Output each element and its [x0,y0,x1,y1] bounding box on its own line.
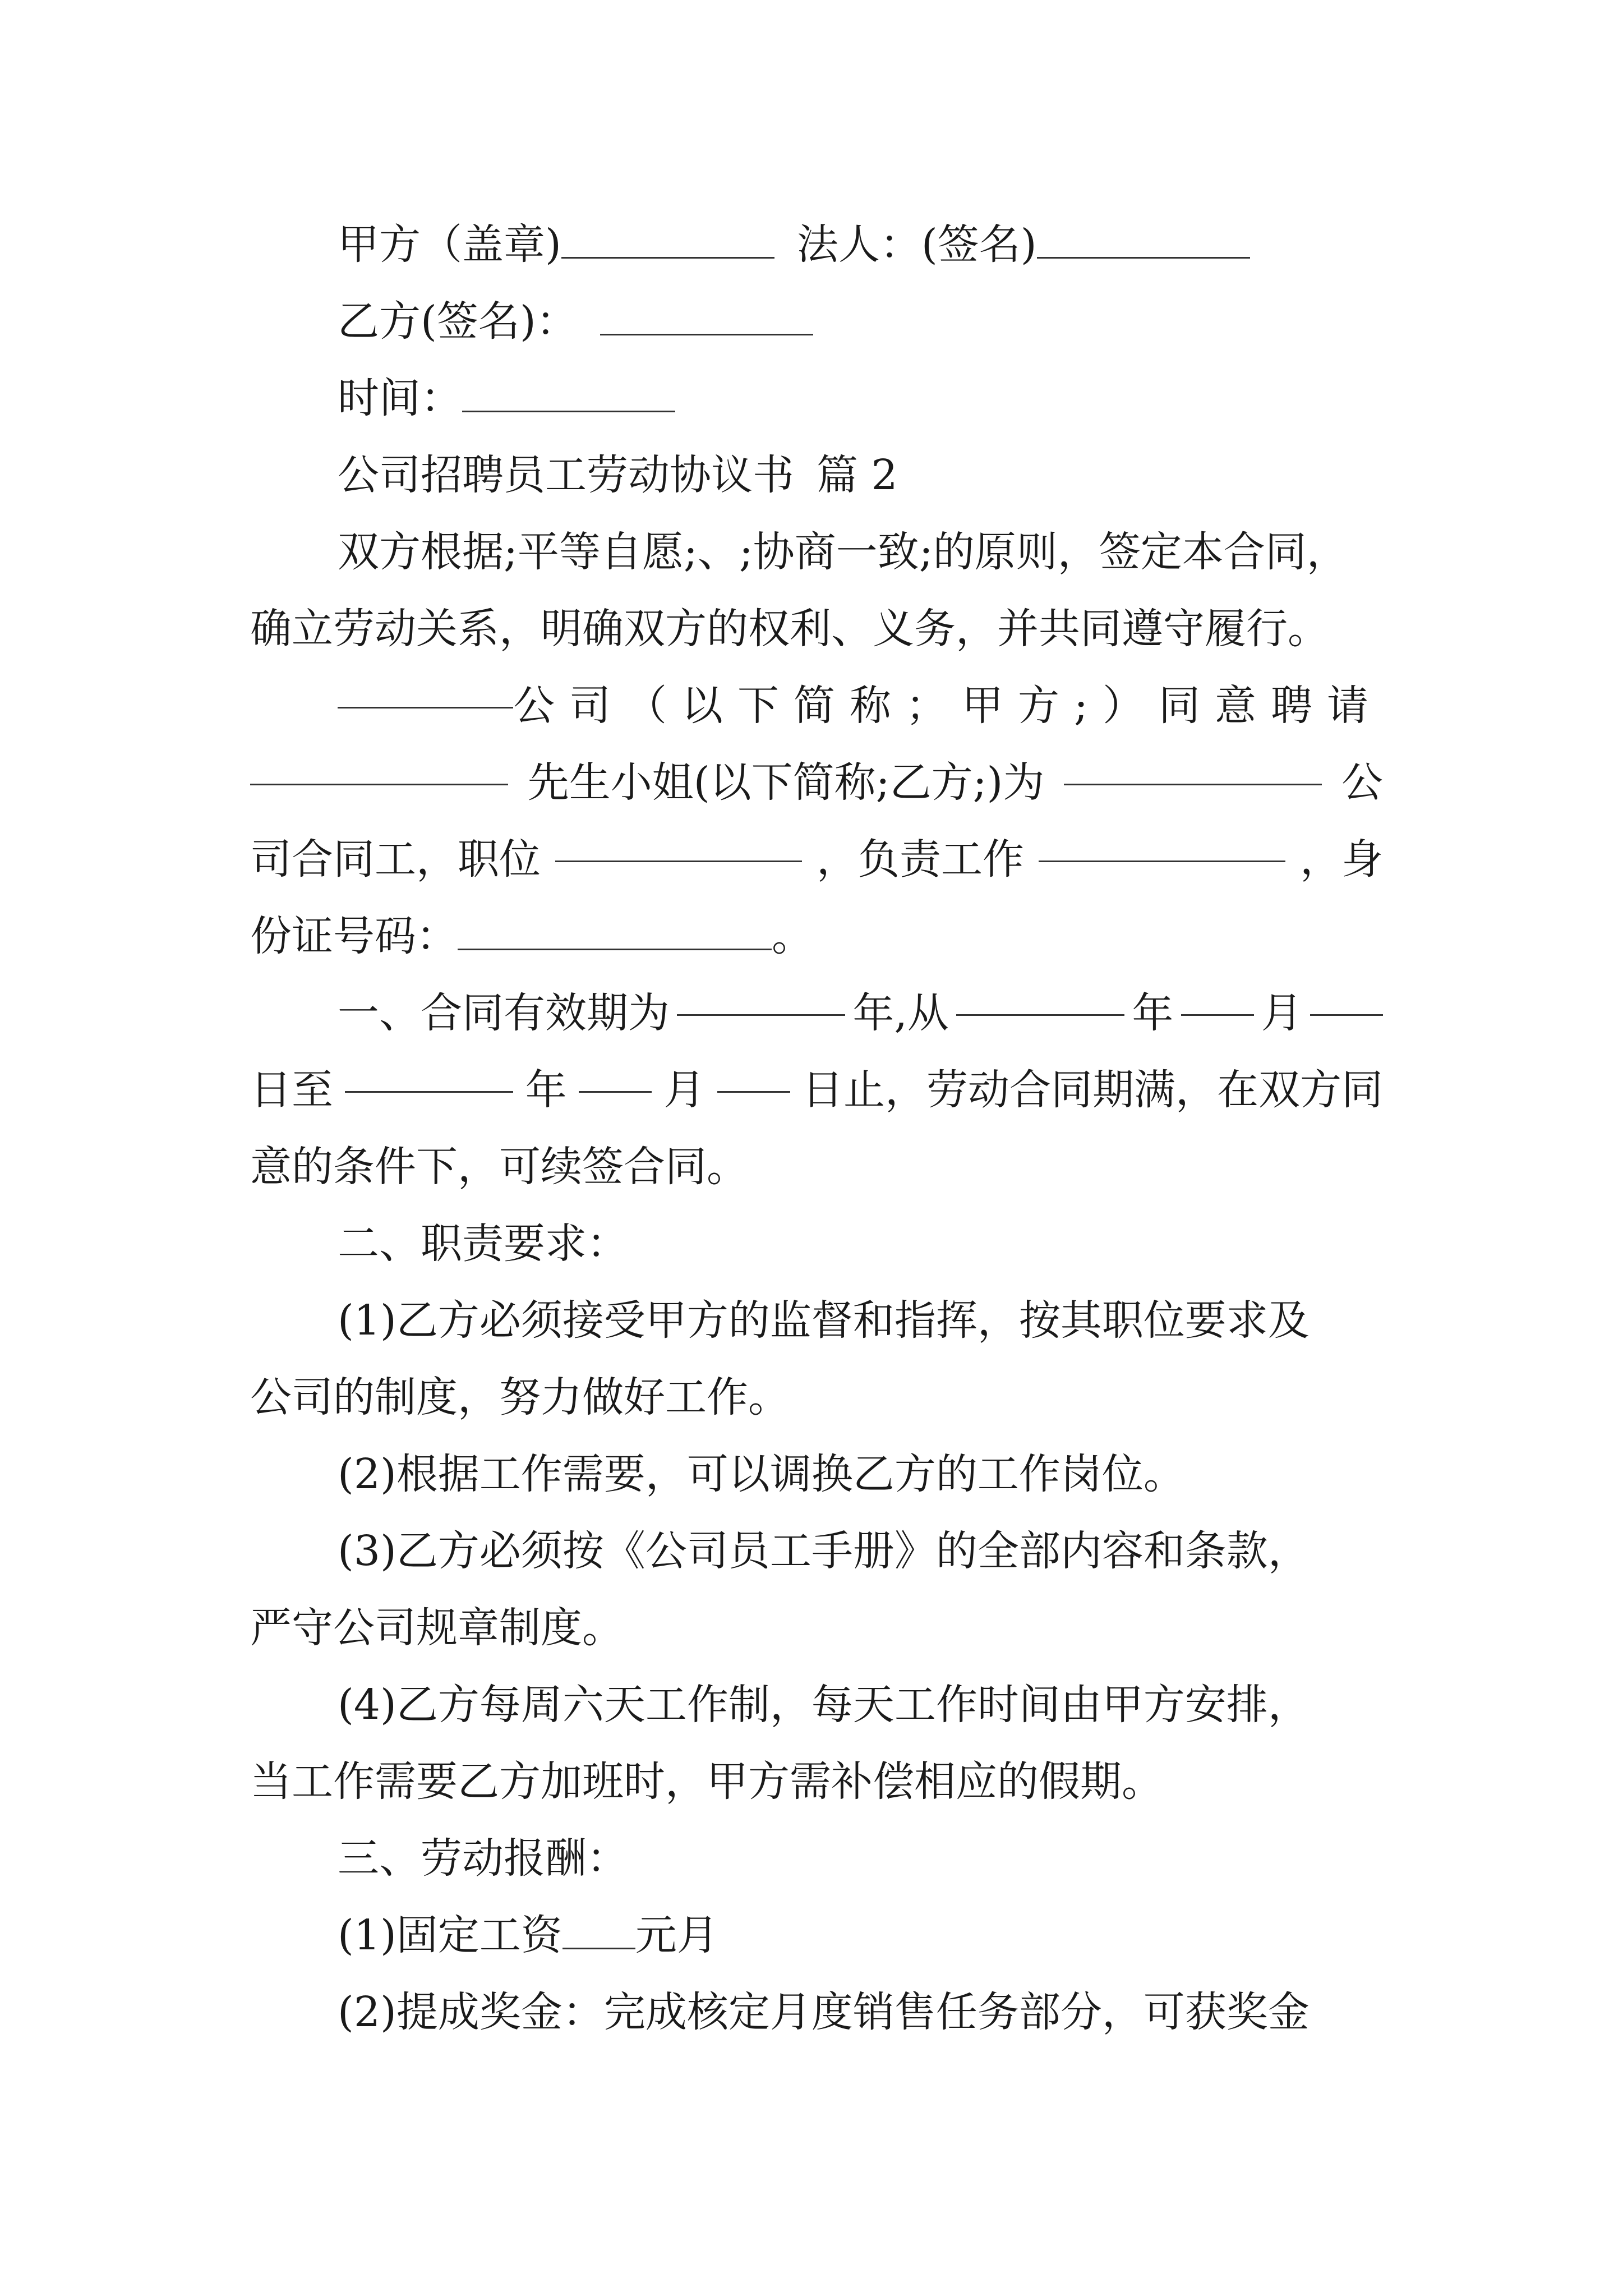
contract-part: 篇 2 [817,451,898,499]
legal-person-blank [1037,218,1250,259]
section1-text-1b: 年,从 [852,989,949,1037]
position-blank [555,821,802,862]
legal-person-label: 法人：(签名) [796,220,1037,269]
intro-text-5b: ，负责工作 [817,835,1024,884]
intro-text-1: 双方根据;平等自愿;、;协商一致;的原则，签定本合同， [338,528,1348,576]
intro-text-4a: 先生小姐(以下简称;乙方;)为 [527,758,1045,807]
section3-item1-text-a: (1)固定工资 [338,1911,562,1959]
end-day-blank [717,1052,790,1093]
section3-item1-text-b: 元月 [635,1911,718,1959]
section1-text-1d: 月 [1261,989,1303,1037]
intro-line-1 [338,514,1383,591]
start-year-blank [956,975,1124,1016]
duty-blank [1039,821,1285,862]
company-blank-2 [1064,744,1322,785]
section2-item2-text: (2)根据工作需要，可以调换乙方的工作岗位。 [338,1450,1185,1498]
party-b-blank [600,295,813,335]
signature-party-b-line [338,283,1470,360]
party-a-blank [561,218,774,259]
intro-line-5 [250,821,1383,898]
section1-line-1 [338,975,1383,1052]
section2-item4-line-2 [250,1743,1383,1820]
intro-text-3: 公司（以下简称；甲方;）同意聘请 [513,682,1383,730]
intro-line-3 [338,668,1383,744]
section2-item4-text-1: (4)乙方每周六天工作制，每天工作时间由甲方安排， [338,1681,1310,1729]
section2-item4-line-1 [338,1667,1470,1743]
section2-item1-line-1 [338,1282,1470,1359]
section2-item2-line [338,1436,1470,1513]
intro-text-4b: 公 [1341,758,1383,807]
intro-text-6a: 份证号码： [250,912,458,960]
section2-item3-text-1: (3)乙方必须按《公司员工手册》的全部内容和条款， [338,1527,1310,1575]
section3-heading-text: 三、劳动报酬： [338,1834,628,1883]
term-years-blank [677,975,845,1016]
company-name-blank [338,668,513,708]
intro-text-5c: ，身 [1300,835,1383,884]
section1-text-2a: 日至 [250,1066,333,1114]
section1-line-3 [250,1129,1383,1205]
time-blank [462,371,675,412]
intro-text-2: 确立劳动关系，明确双方的权利、义务，并共同遵守履行。 [250,605,1329,653]
employee-name-blank [250,744,508,785]
section3-item2-line [338,1974,1470,2051]
intro-line-4 [250,744,1383,821]
section1-text-3: 意的条件下，可续签合同。 [250,1143,748,1191]
end-month-blank [579,1052,652,1093]
start-month-blank [1181,975,1254,1016]
section3-item1-line [338,1897,1470,1974]
section2-item1-text-1: (1)乙方必须接受甲方的监督和指挥，按其职位要求及 [338,1296,1310,1345]
section2-item3-line-1 [338,1513,1470,1590]
id-number-blank [458,909,772,950]
intro-text-5a: 司合同工，职位 [250,835,541,884]
section2-heading [338,1205,1470,1282]
section1-line-2 [250,1052,1383,1129]
end-year-blank [345,1052,513,1093]
intro-line-2 [250,591,1383,668]
section1-text-2c: 月 [663,1066,706,1114]
section3-heading [338,1820,1470,1897]
time-label: 时间： [338,374,462,422]
start-day-blank [1310,975,1383,1016]
intro-line-6 [250,898,1383,975]
section2-item3-text-2: 严守公司规章制度。 [250,1604,624,1652]
section1-text-2d: 日止，劳动合同期满，在双方同 [801,1066,1383,1114]
contract-heading [338,437,1470,514]
section2-item1-text-2: 公司的制度，努力做好工作。 [250,1373,790,1421]
fixed-salary-blank [562,1908,635,1949]
section2-item3-line-2 [250,1590,1383,1667]
signature-party-a-line [338,206,1470,283]
section2-heading-text: 二、职责要求： [338,1220,628,1268]
party-a-label: 甲方（盖章) [338,220,561,269]
contract-title: 公司招聘员工劳动协议书 [338,451,794,499]
intro-text-6b: 。 [772,912,813,960]
section3-item2-text: (2)提成奖金：完成核定月度销售任务部分，可获奖金 [338,1988,1310,2036]
section2-item4-text-2: 当工作需要乙方加班时，甲方需补偿相应的假期。 [250,1757,1163,1806]
section2-item1-line-2 [250,1359,1383,1436]
party-b-label: 乙方(签名)： [338,297,578,346]
section1-text-2b: 年 [525,1066,567,1114]
section1-text-1c: 年 [1132,989,1174,1037]
signature-time-line [338,360,1470,437]
section1-text-1a: 一、合同有效期为 [338,989,670,1037]
